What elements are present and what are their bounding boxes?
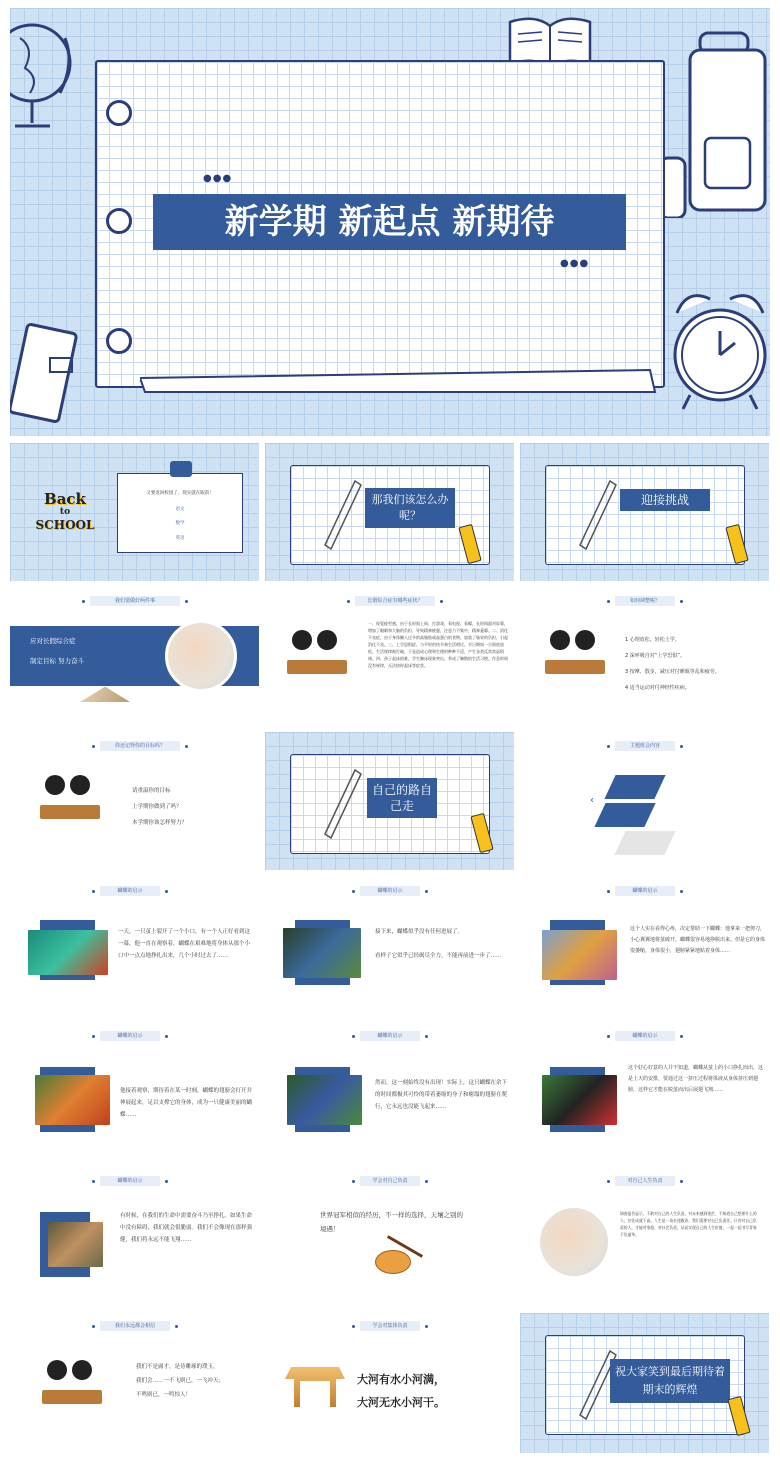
- slide-symptoms: [265, 590, 514, 720]
- goal-line: 上学期你做到了吗？: [132, 804, 182, 810]
- note-item: 数学: [175, 521, 185, 526]
- section-tag: 蝴蝶的启示: [360, 886, 420, 896]
- parallelogram-shape: [614, 831, 675, 855]
- notebook-icon: [10, 318, 80, 428]
- closing-line: 不鸣则已，一鸣惊人！: [136, 1392, 192, 1398]
- slide-title: 自己的路自己走: [367, 778, 437, 818]
- section-tag: 蝴蝶的启示: [100, 1031, 160, 1041]
- parallelogram-shape: [594, 803, 655, 827]
- slide-butterfly-5: [265, 1025, 514, 1155]
- paint-palette-icon: [375, 1250, 411, 1274]
- kids-photo: [165, 620, 237, 692]
- section-tag: 蝴蝶的启示: [615, 886, 675, 896]
- slide-butterfly-1: [10, 880, 259, 1010]
- binder-ring: [106, 100, 132, 126]
- note-item: 英语: [175, 536, 185, 541]
- section-tag: 蝴蝶的启示: [615, 1031, 675, 1041]
- proverb-line: 大河有水小河满，: [357, 1373, 445, 1386]
- slide-butterfly-7: [10, 1170, 259, 1300]
- list-item: 3 按摩、散步，减压对付睡眠等乱和疲劳。: [625, 669, 720, 675]
- section-tag: 蝴蝶的启示: [100, 886, 160, 896]
- cartoon-kids-image: [42, 1360, 102, 1410]
- globe-icon: [10, 8, 80, 138]
- slide-own-path: [265, 732, 514, 870]
- list-item: 4 适当运动对付神经性疾病。: [625, 685, 690, 691]
- story-text: 看样子它似乎已经竭尽全力，不能再前进一步了……: [375, 953, 502, 959]
- closing-line: 我们不是庸才，是待雕琢的璞玉，: [136, 1364, 219, 1370]
- butterfly-photo: [542, 930, 617, 980]
- butterfly-photo: [283, 928, 361, 978]
- list-item: 1 心理放松，轻松上学。: [625, 637, 680, 643]
- goal-line: 本学期你该怎样努力？: [132, 820, 188, 826]
- slide-butterfly-2: [265, 880, 514, 1010]
- cover-title: 新学期 新起点 新期待: [153, 194, 626, 250]
- list-item: 2 深呼吸自对“上学恐惧”。: [625, 653, 685, 659]
- dots-decoration: ●●●: [203, 173, 233, 184]
- slide-title: 那我们该怎么办呢？: [365, 488, 455, 528]
- school-desk-icon: [285, 1367, 345, 1407]
- section-tag: 蝴蝶的启示: [360, 1031, 420, 1041]
- clip-icon: [170, 461, 192, 477]
- list-item: 应对长假综合症: [30, 637, 76, 645]
- story-text: 他接着观察，期待着在某一时刻，蝴蝶的翅膀会打开并伸展起来，足以支撑它的身体，成为一只健康美丽的蝴蝶……: [120, 1088, 253, 1118]
- butterfly-photo: [28, 930, 108, 975]
- butterfly-photo: [287, 1075, 362, 1125]
- proverb-line: 大河无水小河干。: [357, 1396, 445, 1409]
- goal-line: 请重温你的目标: [132, 788, 171, 794]
- story-text: 接下来，蝴蝶似乎没有任何进展了。: [375, 929, 464, 935]
- alarm-clock-icon: [665, 283, 770, 418]
- section-tag: 蝴蝶的启示: [100, 1176, 160, 1186]
- section-tag: 你还记得你的目标吗？: [100, 741, 180, 751]
- slide-adjust: [520, 590, 769, 720]
- dots-decoration: ●●●: [560, 258, 590, 269]
- butterfly-photo: [542, 1075, 617, 1125]
- slide-title: 迎接挑战: [620, 489, 710, 511]
- section-tag: 学会对自己负责: [360, 1176, 420, 1186]
- list-item: 制定目标 努力奋斗: [30, 657, 85, 665]
- pencil-sketch-icon: [315, 762, 365, 842]
- slide-title: 祝大家笑到最后期待着期末的辉煌: [610, 1359, 730, 1403]
- story-text: 这个人实在看得心疼，决定帮助一下蝴蝶：他拿来一把剪刀，小心翼翼地将茧破开，蝴蝶很容易地挣脱出来。但是它的身体很萎缩，身体很小，翅膀紧紧地贴着身体……: [630, 926, 766, 954]
- cartoon-kids-image: [545, 630, 605, 680]
- kids-photo: [540, 1208, 608, 1276]
- cartoon-kids-image: [287, 630, 347, 680]
- slide-collective: [265, 1315, 514, 1455]
- quote-text: 世界冠军相似的经历，不一样的选择，天壤之别的境遇！: [320, 1211, 463, 1233]
- section-tag: 长假综合症有哪些症状？: [355, 596, 435, 606]
- closing-line: 我们会……一不飞则已，一飞冲天；: [136, 1378, 225, 1384]
- pencil-sketch-icon: [570, 473, 620, 553]
- slide-final: [520, 1313, 769, 1453]
- slide-goals: [10, 735, 259, 865]
- slide-challenge: [520, 443, 769, 581]
- butterfly-photo: [35, 1075, 110, 1125]
- paper-hatch-decoration: [140, 368, 660, 394]
- backpack-icon: [650, 28, 770, 218]
- cartoon-kids-image: [40, 775, 100, 825]
- slide-self-responsibility: [265, 1170, 514, 1300]
- butterfly-photo: [48, 1222, 103, 1267]
- section-tag: 如何调整呢？: [615, 596, 675, 606]
- note-title: 又要返回校园了，现实就在眼前！: [146, 491, 214, 496]
- binder-ring: [106, 208, 132, 234]
- story-text: 然而，这一刻始终没有出现！实际上，这只蝴蝶在余下的时间都极其可怜的带着萎缩的身子和瘪塌的翅膀在爬行，它永远也没能飞起来……: [375, 1080, 508, 1110]
- story-text: 有时候，在我们的生命中需要奋斗乃至挣扎。如果生命中没有障碍，我们就会很脆弱。我们不会像现在那样强健，我们将永远不能飞翔……: [120, 1213, 253, 1243]
- story-text: 一天，一只茧上裂开了一个小口，有一个人正好看到这一幕，他一直在观察着，蝴蝶在艰难地将身体从那个小口中一点点地挣扎出来，几个小时过去了……: [118, 929, 251, 959]
- slide-life-responsibility: [520, 1170, 769, 1300]
- parallelogram-shape: [604, 775, 665, 799]
- paragraph-text: 调查报告显示，不敢对自己的人生负责，对未来感到迷茫，不知道自己想要什么的人，往往成就不高。人生是一场长途跋涉，我们需要对自己负责任。只有对自己负责的人，才能对家庭、对社会负责，从而实现自己的人生价值，一起一起书写青春不负韶华。: [620, 1211, 757, 1237]
- section-tag: 对自己人生负责: [615, 1176, 675, 1186]
- symptom-text: 一、现觉疲劳感，由于长时间上网、打游戏、看电视、看碟，长时间面对屏幕，增加了眼睛和大脑的负担，导致精神疲惫，注意力不集中，精神萎靡。二、消化不良症，由于身体懒入过多的高脂肪或高蛋白的食物，加重了肠胃的负担，引起消化不良。三、上学恐惧症，与平时的快节奏生活相比，节日期间一旦彻底放松，生活规律被打破，于是造成心理和生理的种种不适，产生各类反常焦虑情绪。四、孩子起床困难，学生懒床现象突出，养成了懒散的生活习惯，作息时间没有规律，无法按时起床等症状。: [368, 621, 508, 668]
- slide-butterfly-3: [520, 880, 769, 1010]
- slide-theme-content: [520, 735, 769, 865]
- slide-butterfly-4: [10, 1025, 259, 1155]
- binder-ring: [106, 328, 132, 354]
- slide-two-things: [10, 590, 259, 720]
- section-tag: 主题班会内容: [615, 741, 675, 751]
- slide-butterfly-6: [520, 1025, 769, 1155]
- section-tag: 我们要做好两件事: [90, 596, 180, 606]
- pencil-sketch-icon: [315, 473, 365, 553]
- note-item: 语文: [175, 507, 185, 512]
- story-text: 这个好心好意的人并不知道，蝴蝶从茧上的小口挣扎而出，这是上天的安排，要通过这一挤压过程将体液从身体挤压到翅膀，这样它才能在脱茧而出后展翅飞翔……: [628, 1065, 764, 1093]
- chevron-left-icon: ‹: [590, 795, 594, 806]
- slide-back-to-school: [10, 443, 259, 581]
- slide-believe: [10, 1315, 259, 1455]
- section-tag: 学会对集体负责: [360, 1321, 420, 1331]
- cover-slide: [10, 8, 770, 436]
- section-tag: 我们永远都会相信: [100, 1321, 170, 1331]
- back-to-school-logo: Back to SCHOOL: [35, 490, 95, 532]
- slide-what-to-do: [265, 443, 514, 581]
